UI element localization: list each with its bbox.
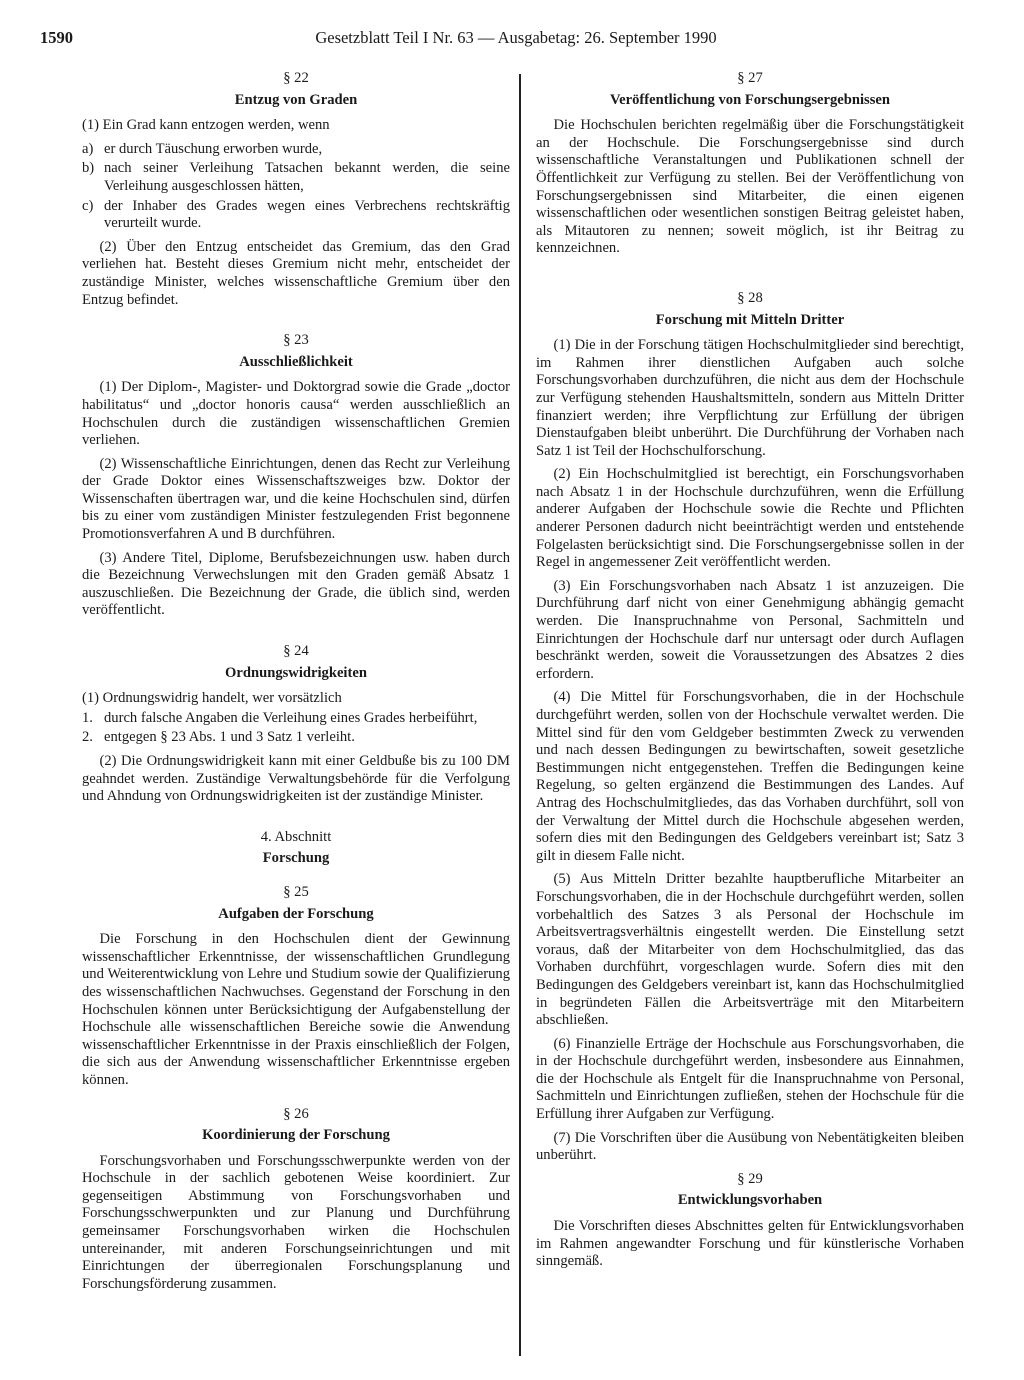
list-item [82,198,510,233]
section-number: § 23 [283,332,309,349]
section-title: Entzug von Graden [234,91,358,108]
section-number: § 22 [283,70,309,86]
paragraph: Die Forschung in den Hochschulen dient der Gewinnung wissenschaftlicher Erkenntnisse, der wissenschaftlichen Grundlegung und Weiterentwicklung von Lehre und Studium sowie der Qualifizierung des wissenschaftlichen Nachwuchses. Gegenstand der Forschung in den Hochschulen können unter Berücksichtigung der Aufgabenstellung der Hochschule alle wissenschaftlichen Bereiche sowie die Anwendung wissenschaftlicher Erkenntnisse in der Praxis einschließlich der Folgen, die sich aus der Anwendung wissenschaftlicher Erkenntnisse ergeben können. [82,931,510,1088]
section-title: Aufgaben der Forschung [218,905,374,922]
gazette-title: Gesetzblatt Teil I Nr. 63 — Ausgabetag: 26. September 1990 [315,28,717,47]
chapter-number: 4. Abschnitt [260,828,332,845]
list-text: entgegen § 23 Abs. 1 und 3 Satz 1 verleiht. [104,729,355,746]
list-text: durch falsche Angaben die Verleihung eines Grades herbeiführt, [104,709,478,726]
list-label: 2. [82,729,93,746]
left-column [82,70,510,1299]
paragraph: Forschungsvorhaben und Forschungsschwerpunkte werden von der Hochschule in der sachlich gebotenen Weise koordiniert. Zur gegenseitigen Abstimmung von Forschungsvorhaben und Forschungsschwerpunkten und zur Planung und Durchführung gemeinsamer Forschungsvorhaben wirken die Hochschulen untereinander, mit anderen Forschungseinrichtungen und mit Einrichtungen der überregionalen Forschungsplanung und Forschungsförderung zusammen. [82,1152,510,1292]
section-23 [82,332,510,620]
paragraph: Die Hochschulen berichten regelmäßig über die Forschungstätigkeit an der Hochschule. Die Forschungsergebnisse sind durch wissenschaftliche Veranstaltungen und Publikationen schnell der Öffentlichkeit zur Verfügung zu stellen. Bei der Veröffentlichung von Forschungsergebnissen sind Mitarbeiter, die einen eigenen wissenschaftlichen oder wesentlichen sonstigen Beitrag geleistet haben, als Mitautoren zu nennen; soweit möglich, ist ihr Beitrag zu kennzeichnen. [536,117,964,257]
section-22 [82,70,510,309]
paragraph: (7) Die Vorschriften über die Ausübung von Nebentätigkeiten bleiben unberührt. [536,1129,964,1164]
paragraph: (1) Die in der Forschung tätigen Hochschulmitglieder sind berechtigt, im Rahmen ihrer dienstlichen Aufgaben auch solche Forschungsvorhaben durchzuführen, die nicht aus dem der Hochschule zur Verfügung stehenden Haushaltsmitteln, sondern aus Mitteln Dritter finanziert werden; ihre Verpflichtung zur Erfüllung der übrigen Dienstaufgaben bleibt unberührt. Die Durchführung der Vorhaben nach Satz 1 ist Teil der Hochschulforschung. [536,337,964,459]
list-label: c) [82,197,94,214]
paragraph: (1) Ordnungswidrig handelt, wer vorsätzlich [82,690,342,707]
paragraph: (2) Die Ordnungswidrigkeit kann mit einer Geldbuße bis zu 100 DM geahndet werden. Zuständige Verwaltungsbehörde für die Verfolgung und Ahndung von Ordnungswidrigkeiten ist der zuständige Minister. [82,753,510,805]
section-title: Entwicklungsvorhaben [677,1192,823,1209]
section-title: Veröffentlichung von Forschungsergebnissen [609,91,890,108]
section-number: § 26 [283,1105,309,1122]
chapter-4 [82,829,510,868]
list-item [82,729,510,747]
list-text: der Inhaber des Grades wegen eines Verbrechens rechtskräftig verurteilt wurde. [104,197,510,232]
paragraph: (3) Ein Forschungsvorhaben nach Absatz 1 ist anzuzeigen. Die Durchführung darf nicht von einer Genehmigung abhängig gemacht werden. Die Inanspruchnahme von Personal, Sachmitteln und Einrichtungen der Hochschule darf nur untersagt oder durch Auflagen beschränkt werden, soweit die Voraussetzungen des Absatzes 2 dies erfordern. [536,577,964,682]
list-item [82,710,510,728]
section-number: § 24 [283,643,309,660]
list-label: b) [82,160,95,177]
section-24 [82,643,510,806]
paragraph: (2) Ein Hochschulmitglied ist berechtigt, ein Forschungsvorhaben nach Absatz 1 in der Hochschule durchzuführen, wenn die Erfüllung anderer Aufgaben der Hochschule sowie die Rechte und Pflichten anderer Personen dadurch nicht beeinträchtigt werden und entstehende Folgelasten berücksichtigt sind. Die Forschungsergebnisse sollen in der Regel in angemessener Zeit veröffentlicht werden. [536,466,964,571]
list-item [82,141,510,159]
list-text: nach seiner Verleihung Tatsachen bekannt werden, die seine Verleihung ausgeschlossen hätten, [104,160,510,194]
section-title: Forschung mit Mitteln Dritter [655,311,845,328]
list-label: 1. [82,709,93,726]
right-column [536,70,964,1277]
section-number: § 29 [737,1170,763,1187]
section-number: § 27 [737,70,763,86]
list-text: er durch Täuschung erworben wurde, [104,140,323,157]
section-title: Ordnungswidrigkeiten [225,664,367,681]
paragraph: (5) Aus Mitteln Dritter bezahlte hauptberufliche Mitarbeiter an Forschungsvorhaben, die in der Hochschule durchgeführt werden, sollen vorbehaltlich des Satzes 3 als Personal der Hochschule im Arbeitsvertragsverhältnis eingestellt werden. Die Einstellung setzt voraus, daß der Mitarbeiter von dem Hochschulmitglied, das das Vorhaben durchführt, vorgeschlagen wurde. Sofern dies mit den Bedingungen des Geldgebers vereinbart ist, kann das Hochschulmitglied in begründeten Fällen die Arbeitsverträge mit den Mitarbeitern abschließen. [536,871,964,1029]
paragraph: (2) Über den Entzug entscheidet das Gremium, das den Grad verliehen hat. Besteht dieses Gremium nicht mehr, entscheidet der zuständige Minister, welches wissenschaftliche Gremium über den Entzug befindet. [82,238,510,308]
section-number: § 25 [283,883,309,900]
section-title: Ausschließlichkeit [239,353,353,370]
chapter-title: Forschung [262,850,330,867]
list-item [82,160,510,195]
column-divider [519,74,521,1356]
section-28 [536,290,964,1165]
list-label: a) [82,140,94,157]
paragraph: (1) Ein Grad kann entzogen werden, wenn [82,117,330,134]
page-header [40,28,992,54]
section-29 [536,1171,964,1271]
paragraph: (3) Andere Titel, Diplome, Berufsbezeichnungen usw. haben durch die Bezeichnung Verwechslungen mit den Graden gemäß Absatz 1 auszuschließen. Die Bezeichnung der Grade, die üblich sind, werden veröffentlicht. [82,549,510,619]
paragraph: (4) Die Mittel für Forschungsvorhaben, die in der Hochschule durchgeführt werden, sollen von der Hochschule verwaltet werden. Die Mittel sind für den vom Geldgeber bestimmten Zweck zu verwenden und nach dessen Bedingungen zu bewirtschaften, soweit gesetzliche Bestimmungen nicht entgegenstehen. Treffen die Bedingungen keine Regelung, so gelten ergänzend die Bestimmungen des Landes. Auf Antrag des Hochschulmitgliedes, das das Vorhaben durchführt, soll von der Verwaltung der Mittel durch die Hochschule abgesehen werden, sofern dies mit den Bedingungen des Geldgebers vereinbart ist; Satz 3 gilt in diesem Falle nicht. [536,689,964,864]
section-number: § 28 [737,289,763,306]
paragraph: (1) Der Diplom-, Magister- und Doktorgrad sowie die Grade „doctor habilitatus“ und „doctor honoris causa“ werden ausschließlich an Hochschulen durch die zuständigen wissenschaftlichen Gremien verliehen. [82,379,510,449]
paragraph: (2) Wissenschaftliche Einrichtungen, denen das Recht zur Verleihung der Grade Doktor eines Wissenschaftszweiges bzw. Doktor der Wissenschaften übertragen war, und die keine Hochschulen sind, dürfen bis zu einer vom zuständigen Minister festzulegenden Frist begonnene Promotionsverfahren A und B durchführen. [82,455,510,543]
paragraph: Die Vorschriften dieses Abschnittes gelten für Entwicklungsvorhaben im Rahmen angewandter Forschung und für künstlerische Vorhaben sinngemäß. [536,1218,964,1270]
section-26 [82,1106,510,1294]
section-27 [536,70,964,258]
section-25 [82,884,510,1090]
paragraph: (6) Finanzielle Erträge der Hochschule aus Forschungsvorhaben, die in der Hochschule durchgeführt werden, insbesondere aus Einnahmen, die der Hochschule als Entgelt für die Inanspruchnahme von Personal, Sachmitteln und Einrichtungen zufließen, stehen der Hochschule für die Erfüllung ihrer Aufgaben zur Verfügung. [536,1035,964,1123]
page-number: 1590 [40,28,73,47]
section-title: Koordinierung der Forschung [202,1127,390,1144]
